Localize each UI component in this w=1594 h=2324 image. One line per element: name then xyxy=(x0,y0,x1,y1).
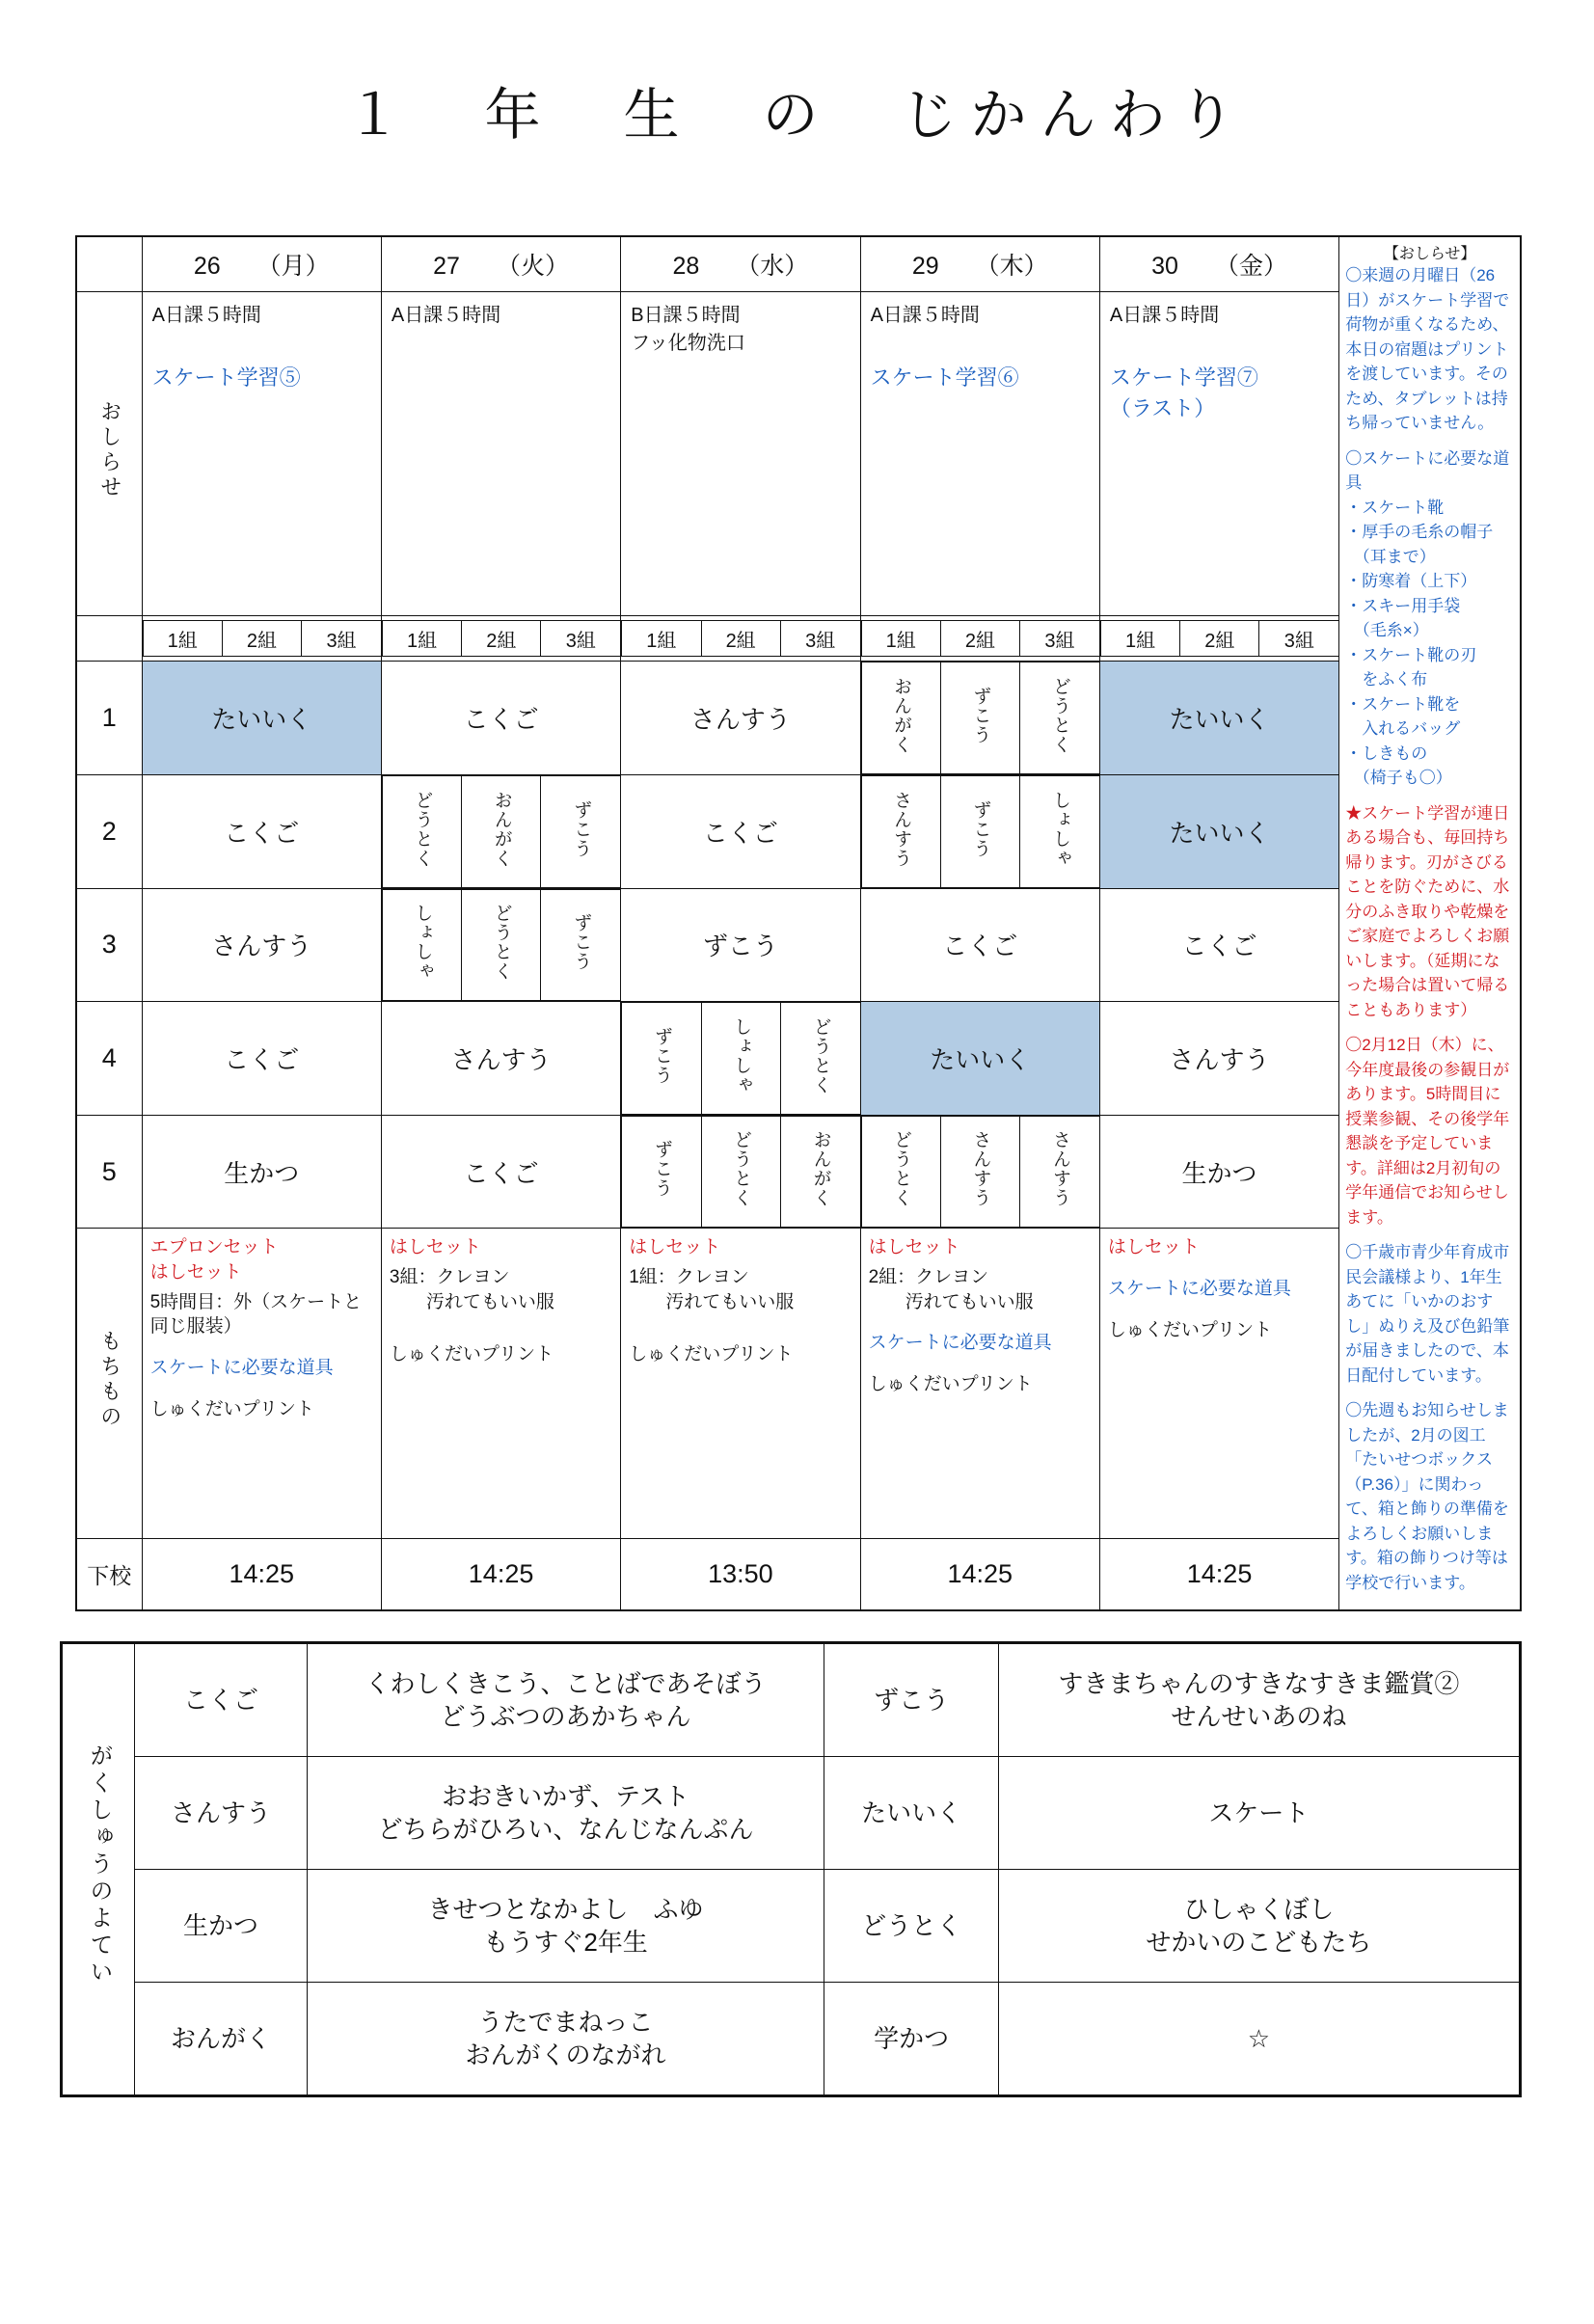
day-weekday: （木） xyxy=(975,253,1048,281)
subject-cell: さんすう xyxy=(381,1002,620,1116)
subject-cell-group: ずこう xyxy=(541,775,620,887)
subject-cell-group: おんがく xyxy=(462,775,541,887)
row-label-mochimono: もちもの xyxy=(76,1229,142,1538)
spacer xyxy=(869,1319,1092,1331)
news-body xyxy=(1345,263,1514,1595)
subject-cell: こくご xyxy=(860,888,1099,1002)
period-number: 2 xyxy=(76,774,142,888)
subject-cell-group: しょしゃ xyxy=(701,1003,780,1115)
table-row-period xyxy=(76,1002,1521,1116)
spacer xyxy=(629,1319,851,1331)
day-header-4 xyxy=(1099,236,1338,292)
day-number: 29 xyxy=(911,253,939,281)
subject-cell: こくご xyxy=(381,1115,620,1229)
spacer xyxy=(869,1361,1092,1372)
notice-sub: スケート学習⑦ （ラスト） xyxy=(1109,365,1258,420)
subject-cell-group: しょしゃ xyxy=(382,889,461,1001)
spacer xyxy=(1108,1265,1331,1277)
group-label: 1組 xyxy=(382,621,461,657)
subject-cell: たいいく xyxy=(1099,774,1338,888)
subject-cell: こくご xyxy=(621,774,860,888)
notice-cell-2 xyxy=(621,292,860,616)
day-number: 27 xyxy=(433,253,460,281)
mochimono-red: はしセット xyxy=(389,1237,481,1258)
corner-cell xyxy=(76,236,142,292)
notice-main: A日課５時間 xyxy=(870,305,980,327)
news-header: 【おしらせ】 xyxy=(1383,246,1476,262)
mochimono-red: はしセット xyxy=(1107,1237,1200,1258)
subject-cell: 生かつ xyxy=(1099,1115,1338,1229)
period-cell xyxy=(621,1002,860,1116)
gekou-time-2: 13:50 xyxy=(621,1538,860,1610)
worksheet-page xyxy=(0,69,1594,2324)
subject-cell-group: さんすう xyxy=(861,775,940,887)
subject-cell-group: どうとく xyxy=(1020,662,1099,774)
mochimono-blue: スケートに必要な道具 xyxy=(1107,1279,1291,1300)
gekou-time-1: 14:25 xyxy=(381,1538,620,1610)
group-header-2 xyxy=(621,616,860,662)
group-corner xyxy=(76,616,142,662)
mochimono-print: しゅくだいプリント xyxy=(1107,1319,1273,1340)
row-label-gekou: 下校 xyxy=(76,1538,142,1610)
notice-cell-0 xyxy=(142,292,381,616)
group-header-3 xyxy=(860,616,1099,662)
period-cell xyxy=(860,662,1099,775)
subject-cell-group: おんがく xyxy=(780,1116,859,1228)
mochimono-note: 3組：クレヨン 汚れてもいい服 xyxy=(389,1267,554,1312)
table-row-groupheader xyxy=(76,616,1521,662)
subject-cell: 生かつ xyxy=(142,1115,381,1229)
day-weekday: （月） xyxy=(257,253,330,281)
subject-cell-group: どうとく xyxy=(780,1003,859,1115)
plan-subject-3: おんがく xyxy=(135,1983,307,2096)
plan-detail-2: きせつとなかよし ふゆ もうすぐ2年生 xyxy=(307,1870,824,1983)
gekou-time-0: 14:25 xyxy=(142,1538,381,1610)
news-item-5: 〇先週もお知らせしましたが、2月の図工「たいせつボックス（P.36）」に関わって、箱と飾りの準備をよろしくお願いします。箱の飾りつけ等は学校で行います。 xyxy=(1345,1401,1509,1592)
subject-cell-group: どうとく xyxy=(382,775,461,887)
notice-sub: スケート学習⑥ xyxy=(870,365,1019,391)
page-title: １ 年 生 の じかんわり xyxy=(345,84,1249,147)
spacer xyxy=(1108,1307,1331,1318)
group-label: 1組 xyxy=(1100,621,1179,657)
mochimono-cell-4 xyxy=(1099,1229,1338,1538)
table-row-dayheader xyxy=(76,236,1521,292)
subject-cell-group: どうとく xyxy=(462,889,541,1001)
news-item-4: 〇千歳市青少年育成市民会議様より、1年生あてに「いかのおすし」ぬりえ及び色鉛筆が届きましたので、本日配付しています。 xyxy=(1345,1243,1510,1385)
row-label-plan: がくしゅうのよてい xyxy=(62,1643,135,2096)
period-cell xyxy=(381,774,620,888)
plan-subject2-3: 学かつ xyxy=(824,1983,998,2096)
table-row-period xyxy=(76,774,1521,888)
period-cell xyxy=(860,774,1099,888)
notice-main: A日課５時間 xyxy=(391,305,501,327)
plan-subject2-1: たいいく xyxy=(824,1757,998,1870)
gekou-time-3: 14:25 xyxy=(860,1538,1099,1610)
timetable xyxy=(75,235,1522,1611)
learning-plan-table xyxy=(60,1641,1522,2097)
period-cell xyxy=(381,888,620,1002)
spacer xyxy=(150,1386,373,1397)
subject-cell-group: おんがく xyxy=(861,662,940,774)
group-label: 1組 xyxy=(861,621,940,657)
spacer xyxy=(629,1331,851,1342)
plan-subject-2: 生かつ xyxy=(135,1870,307,1983)
day-weekday: （金） xyxy=(1214,253,1287,281)
plan-subject-0: こくご xyxy=(135,1643,307,1757)
subject-cell: こくご xyxy=(1099,888,1338,1002)
plan-detail-0: くわしくきこう、ことばであそぼう どうぶつのあかちゃん xyxy=(307,1643,824,1757)
spacer xyxy=(390,1319,612,1331)
plan-detail2-3: ☆ xyxy=(998,1983,1520,2096)
subject-cell: こくご xyxy=(381,662,620,775)
subject-cell: たいいく xyxy=(142,662,381,775)
news-column xyxy=(1339,236,1521,1610)
mochimono-red: はしセット xyxy=(868,1237,960,1258)
day-header-0 xyxy=(142,236,381,292)
row-label-notice: おしらせ xyxy=(76,292,142,616)
day-weekday: （水） xyxy=(736,253,809,281)
table-row-notice xyxy=(76,292,1521,616)
group-label: 2組 xyxy=(462,621,541,657)
mochimono-note: 2組：クレヨン 汚れてもいい服 xyxy=(868,1267,1034,1312)
subject-cell-group: しょしゃ xyxy=(1020,775,1099,887)
plan-detail2-0: すきまちゃんのすきなすきま鑑賞② せんせいあのね xyxy=(998,1643,1520,1757)
period-number: 3 xyxy=(76,888,142,1002)
notice-cell-4 xyxy=(1099,292,1338,616)
subject-cell-group: ずこう xyxy=(622,1116,701,1228)
subject-cell-group: どうとく xyxy=(701,1116,780,1228)
period-number: 5 xyxy=(76,1115,142,1229)
mochimono-print: しゅくだいプリント xyxy=(629,1344,794,1365)
group-label: 3組 xyxy=(302,621,381,657)
day-number: 26 xyxy=(193,253,221,281)
group-label: 1組 xyxy=(622,621,701,657)
group-header-4 xyxy=(1099,616,1338,662)
spacer xyxy=(390,1331,612,1342)
day-header-1 xyxy=(381,236,620,292)
notice-cell-3 xyxy=(860,292,1099,616)
news-item-0: 〇来週の月曜日（26日）がスケート学習で荷物が重くなるため、本日の宿題はプリントを渡しています。そのため、タブレットは持ち帰っていません。 xyxy=(1345,266,1510,432)
table-row-period xyxy=(76,1115,1521,1229)
group-label: 2組 xyxy=(940,621,1019,657)
group-label: 3組 xyxy=(780,621,859,657)
mochimono-cell-0 xyxy=(142,1229,381,1538)
plan-detail-3: うたでまねっこ おんがくのながれ xyxy=(307,1983,824,2096)
spacer xyxy=(150,1344,373,1356)
table-row-gekou xyxy=(76,1538,1521,1610)
day-number: 30 xyxy=(1151,253,1178,281)
subject-cell-group: ずこう xyxy=(622,1003,701,1115)
table-row xyxy=(62,1643,1521,1757)
period-number: 1 xyxy=(76,662,142,775)
news-item-2: ★スケート学習が連日ある場合も、毎回持ち帰ります。刃がさびることを防ぐために、水分のふき取りや乾燥をご家庭でよろしくお願いします。（延期になった場合は置いて帰ることもあります） xyxy=(1345,803,1510,1019)
mochimono-print: しゅくだいプリント xyxy=(149,1398,314,1419)
table-row-period xyxy=(76,662,1521,775)
day-weekday: （火） xyxy=(496,253,569,281)
mochimono-print: しゅくだいプリント xyxy=(868,1374,1033,1394)
day-header-3 xyxy=(860,236,1099,292)
group-label: 1組 xyxy=(143,621,222,657)
table-row-period xyxy=(76,888,1521,1002)
subject-cell-group: ずこう xyxy=(940,775,1019,887)
mochimono-print: しゅくだいプリント xyxy=(389,1344,554,1365)
table-row-mochimono xyxy=(76,1229,1521,1538)
table-row xyxy=(62,1757,1521,1870)
mochimono-note: 5時間目：外（スケートと同じ服装） xyxy=(149,1291,363,1338)
group-label: 3組 xyxy=(541,621,620,657)
mochimono-cell-2 xyxy=(621,1229,860,1538)
plan-subject-1: さんすう xyxy=(135,1757,307,1870)
group-label: 2組 xyxy=(222,621,301,657)
mochimono-red: エプロンセット はしセット xyxy=(149,1237,279,1284)
subject-cell: さんすう xyxy=(1099,1002,1338,1116)
mochimono-cell-1 xyxy=(381,1229,620,1538)
subject-cell: こくご xyxy=(142,774,381,888)
plan-subject2-2: どうとく xyxy=(824,1870,998,1983)
mochimono-cell-3 xyxy=(860,1229,1099,1538)
subject-cell-group: さんすう xyxy=(940,1116,1019,1228)
news-item-1: 〇スケートに必要な道具 ・スケート靴 ・厚手の毛糸の帽子 （耳まで） ・防寒着（上下） ・スキー用手袋 （毛糸×） ・スケート靴の刃 をふく布 ・スケート靴を 入れるバッグ ・しきもの （椅子も〇） xyxy=(1345,448,1510,787)
day-number: 28 xyxy=(672,253,700,281)
period-number: 4 xyxy=(76,1002,142,1116)
subject-cell: たいいく xyxy=(860,1002,1099,1116)
notice-main: A日課５時間 xyxy=(151,305,261,327)
subject-cell: さんすう xyxy=(621,662,860,775)
learning-plan-container xyxy=(60,1641,1522,2097)
notice-cell-1 xyxy=(381,292,620,616)
mochimono-red: はしセット xyxy=(629,1237,721,1258)
subject-cell: さんすう xyxy=(142,888,381,1002)
subject-cell-group: ずこう xyxy=(940,662,1019,774)
mochimono-blue: スケートに必要な道具 xyxy=(868,1333,1052,1354)
timetable-container xyxy=(75,235,1522,1611)
group-label: 3組 xyxy=(1259,621,1338,657)
period-cell xyxy=(621,1115,860,1229)
group-header-0 xyxy=(142,616,381,662)
plan-detail-1: おおきいかず、テスト どちらがひろい、なんじなんぷん xyxy=(307,1757,824,1870)
subject-cell: たいいく xyxy=(1099,662,1338,775)
day-header-2 xyxy=(621,236,860,292)
period-cell xyxy=(860,1115,1099,1229)
group-header-1 xyxy=(381,616,620,662)
group-label: 3組 xyxy=(1020,621,1099,657)
subject-cell-group: さんすう xyxy=(1020,1116,1099,1228)
news-item-3: 〇2月12日（木）に、今年度最後の参観日があります。5時間目に授業参観、その後学年懇談を予定しています。詳細は2月初旬の学年通信でお知らせします。 xyxy=(1345,1036,1510,1227)
table-row xyxy=(62,1983,1521,2096)
notice-sub: スケート学習⑤ xyxy=(151,365,301,391)
subject-cell-group: ずこう xyxy=(541,889,620,1001)
mochimono-blue: スケートに必要な道具 xyxy=(149,1358,334,1378)
table-row xyxy=(62,1870,1521,1983)
plan-detail2-2: ひしゃくぼし せかいのこどもたち xyxy=(998,1870,1520,1983)
notice-main: B日課５時間 フッ化物洗口 xyxy=(631,305,745,355)
subject-cell: こくご xyxy=(142,1002,381,1116)
mochimono-note: 1組：クレヨン 汚れてもいい服 xyxy=(629,1267,795,1312)
plan-subject2-0: ずこう xyxy=(824,1643,998,1757)
notice-main: A日課５時間 xyxy=(1109,305,1220,327)
group-label: 2組 xyxy=(701,621,780,657)
subject-cell: ずこう xyxy=(621,888,860,1002)
plan-detail2-1: スケート xyxy=(998,1757,1520,1870)
subject-cell-group: どうとく xyxy=(861,1116,940,1228)
gekou-time-4: 14:25 xyxy=(1099,1538,1338,1610)
group-label: 2組 xyxy=(1180,621,1259,657)
